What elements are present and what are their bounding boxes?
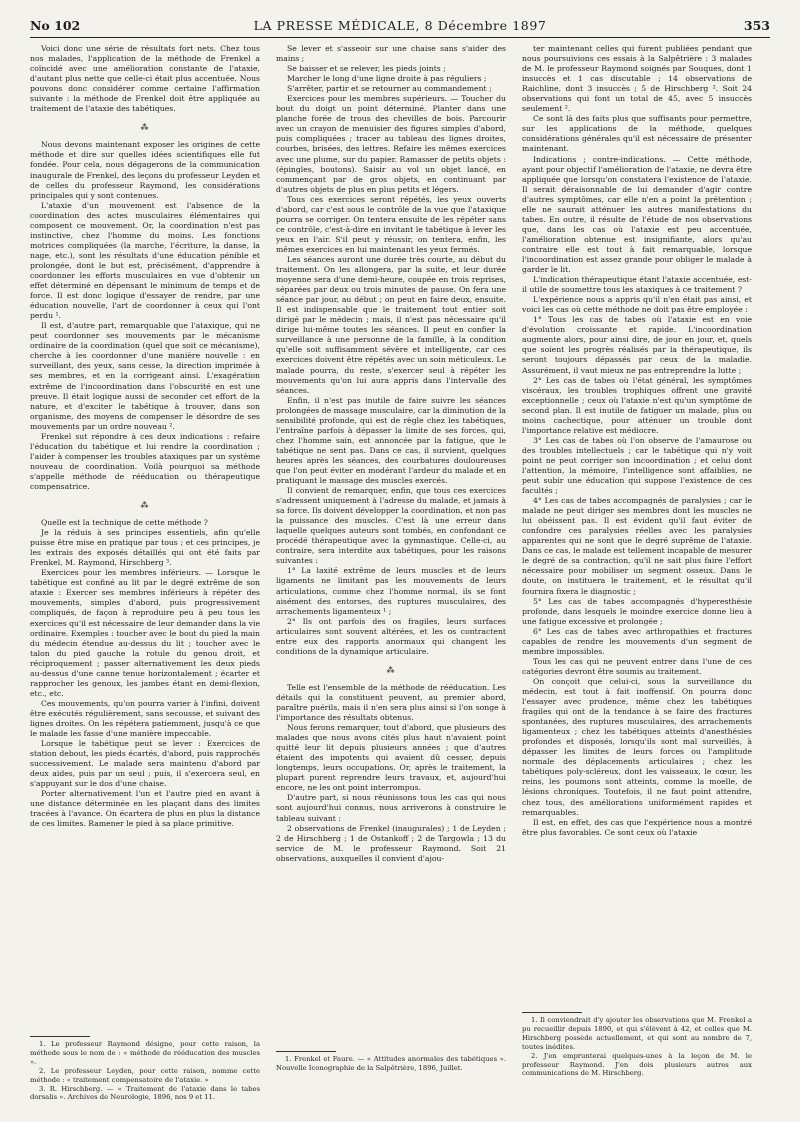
paragraph: Il convient de remarquer, enfin, que tous ces exercices s'adressent uniquement à l'adresse du malade, et jamais à sa force. Ils doivent développer la coordination, et non pas la puissance des muscles. C'est là une erreur dans laquelle quelques auteurs sont tombés, en confondant ce procédé thérapeutique avec la gymnastique. Celle-ci, au contraire, sera interdite aux tabétiques, pour les raisons suivantes : — [276, 486, 506, 566]
footnote-rule — [522, 1012, 582, 1013]
paragraph: Ces mouvements, qu'on pourra varier à l'infini, doivent être exécutés régulièrement, sans secousse, et suivant des lignes droites. On les répétera patiemment, jusqu'à ce que le malade les fasse d'une manière impeccable. — [30, 698, 260, 739]
column-2 — [276, 44, 506, 864]
footnote: 1. Il conviendrait d'y ajouter les observations que M. Frenkel a pu recueillir depuis 1890, et qui s'élèvent à 42, et celles que M. Hirschberg possède actuellement, et qui sont au nombre de 7, toutes inédites. — [522, 1016, 752, 1051]
paragraph: Nous ferons remarquer, tout d'abord, que plusieurs des malades que nous avons cités plus haut n'avaient point quitté leur lit depuis plusieurs années ; que d'autres étaient des impotents qui avaient dû cesser, depuis longtemps, leurs occupations. Or, après le traitement, la plupart purent reprendre leurs travaux, et, aujourd'hui encore, ne les ont point interrompus. — [276, 723, 506, 793]
paragraph: 1° Tous les cas de tabes où l'ataxie est en voie d'évolution croissante et rapide. L'incoordination augmente alors, pour ainsi dire, de jour en jour, et, quels que soient les progrès réalisés par la thérapeutique, ils seront toujours dépassés par ceux de la maladie. Assurément, il vaut mieux ne pas entreprendre la lutte ; — [522, 315, 752, 375]
paragraph: Tous ces exercices seront répétés, les yeux ouverts d'abord, car c'est sous le contrôle de la vue que l'ataxique pourra se corriger. On tentera ensuite de les répéter sans ce contrôle, c'est-à-dire en invitant le tabétique à lever les yeux en l'air. S'il peut y réussir, on tentera, enfin, les mêmes exercices en lui maintenant les yeux fermés. — [276, 194, 506, 254]
paragraph: Il est, en effet, des cas que l'expérience nous a montré être plus favorables. Ce sont ceux où l'ataxie — [522, 817, 752, 837]
paragraph: Il est, d'autre part, remarquable que l'ataxique, qui ne peut coordonner ses mouvements par le mécanisme ordinaire de la coordination (quel que soit ce mécanisme), cherche à les coordonner d'une manière nouvelle : en surveillant, des yeux, sans cesse, la direction imprimée à ses membres, et en la corrigeant ainsi. L'exagération extrême de l'incoordination dans l'obscurité en est une preuve. Il était logique aussi de seconder cet effort de la nature, et d'exciter le tabétique à trouver, dans son organisme, des moyens de compenser le désordre de ses mouvements par un ordre nouveau ². — [30, 321, 260, 431]
paragraph: Nous devons maintenant exposer les origines de cette méthode et dire sur quelles idées scientifiques elle fut fondée. Pour cela, nous dégagerons de la communication inaugurale de Frenkel, des leçons du professeur Leyden et de celles du professeur Raymond, les considérations principales qui y sont contenues. — [30, 140, 260, 200]
footnote: 1. Le professeur Raymond désigne, pour cette raison, la méthode sous le nom de : « méthode de rééducation des muscles ». — [30, 1040, 260, 1066]
paragraph: 6° Les cas de tabes avec arthropathies et fractures capables de rendre les mouvements d'un segment de membre impossibles. — [522, 626, 752, 656]
paragraph: 2 observations de Frenkel (inaugurales) ; 1 de Leyden ; 2 de Hirschberg ; 1 de Ostankoff ; 2 de Targowla ; 13 du service de M. le professeur Raymond. Soit 21 observations, auxquelles il convient d'ajou- — [276, 823, 506, 863]
paragraph: Indications ; contre-indications. — Cette méthode, ayant pour objectif l'amélioration de l'ataxie, ne devra être appliquée que lorsqu'on constatera l'existence de l'ataxie. Il serait déraisonnable de lui demander d'agir contre d'autres symptômes, car elle n'en a point la prétention ; elle ne saurait atténuer les autres manifestations du tabes. En outre, il résulte de l'étude de nos observations que, dans les cas où l'ataxie est peu accentuée, l'amélioration obtenue est insignifiante, alors qu'au contraire elle est tout à fait remarquable, lorsque l'incoordination est assez grande pour obliger le malade à garder le lit. — [522, 154, 752, 275]
footnotes-2 — [276, 1055, 506, 1073]
paragraph: 5° Les cas de tabes accompagnés d'hyperesthésie profonde, dans lesquels le moindre exercice donne lieu à une fatigue excessive et prolongée ; — [522, 596, 752, 626]
column-1 — [30, 44, 260, 830]
paragraph: 2° Ils ont parfois des os fragiles, leurs surfaces articulaires sont souvent altérées, et les os contractent entre eux des rapports anormaux qui changent les conditions de la dynamique articulaire. — [276, 616, 506, 656]
paragraph: On conçoit que celui-ci, sous la surveillance du médecin, est tout à fait inoffensif. On pourra donc l'essayer avec prudence, même chez les tabétiques fragiles qui ont de la tendance à se faire des fractures spontanées, des ruptures musculaires, des arrachements ligamenteux ; chez les tabétiques atteints d'anesthésies profondes et disposés, lorsqu'ils sont mal surveillés, à dépasser les limites de leurs forces ou l'amplitude normale des déplacements articulaires ; chez les tabétiques poly-scléreux, dont les vaisseaux, le cœur, les reins, les poumons sont atteints, comme la moelle, de lésions chroniques. Toutefois, il ne faut point attendre, chez tous, des améliorations uniformément rapides et remarquables. — [522, 676, 752, 817]
paragraph: Les séances auront une durée très courte, au début du traitement. On les allongera, par la suite, et leur durée moyenne sera d'une demi-heure, coupée en trois reprises, séparées par deux ou trois minutes de pause. On fera une séance par jour, au début ; on peut en faire deux, ensuite. Il est indispensable que le traitement tout entier soit dirigé par le médecin ; mais, il n'est pas nécessaire qu'il dirige lui-même toutes les séances. Il peut en confier la surveillance à une personne de la famille, à la condition qu'elle soit suffisamment sévère et intelligente, car ces exercices doivent être répétés avec un soin méticuleux. Le malade pourra, du reste, s'exercer seul à répéter les mouvements qu'on lui aura appris dans l'intervalle des séances. — [276, 254, 506, 395]
footnote: 2. J'en emprunterai quelques-unes à la leçon de M. le professeur Raymond. J'en dois plusieurs autres aux communications de M. Hirschberg. — [522, 1051, 752, 1078]
paragraph: Tous les cas qui ne peuvent entrer dans l'une de ces catégories devront être soumis au traitement. — [522, 656, 752, 676]
footnotes-1 — [30, 1040, 260, 1102]
paragraph: 1° La laxité extrême de leurs muscles et de leurs ligaments ne limitant pas les mouvements de leurs articulations, comme chez l'homme normal, ils se font aisément des entorses, des ruptures musculaires, des arrachements ligamenteux ¹ ; — [276, 566, 506, 616]
footnote: 2. Le professeur Leyden, pour cette raison, nomme cette méthode : « traitement compensatoire de l'ataxie. » — [30, 1066, 260, 1084]
section-separator: ⁂ — [140, 501, 150, 511]
paragraph: Se baisser et se relever, les pieds joints ; — [287, 64, 446, 74]
page-header — [30, 18, 770, 38]
paragraph: Voici donc une série de résultats fort nets. Chez tous nos malades, l'application de la méthode de Frenkel a coïncidé avec une amélioration constante de l'ataxie, d'autant plus nette que celle-ci était plus accentuée. Nous pouvons donc considérer comme certaine l'affirmation suivante : la méthode de Frenkel doit être appliquée au traitement de l'ataxie des tabétiques. — [30, 44, 260, 114]
paragraph: 4° Les cas de tabes accompagnés de paralysies ; car le malade ne peut diriger ses membres dont les muscles ne lui obéissent pas. Il est évident qu'il faut éviter de confondre ces paralysies réelles avec les paralysies apparentes qui ne sont que le degré suprême de l'ataxie. Dans ce cas, le malade est tellement incapable de mesurer le degré de sa contraction, qu'il ne sait plus faire l'effort nécessaire pour mobiliser un segment osseux. Dans le doute, on instituera le traitement, et le résultat qu'il fournira fixera le diagnostic ; — [522, 496, 752, 596]
paragraph: Exercices pour les membres inférieurs. — Lorsque le tabétique est confiné au lit par le degré extrême de son ataxie : Exercer ses membres inférieurs à répéter des mouvements, simples d'abord, puis progressivement compliqués, de façon à reproduire peu à peu tous les exercices qu'il est nécessaire de leur demander dans la vie ordinaire. Exemples : toucher avec le bout du pied la main du médecin étendue au-dessus du lit ; toucher avec le talon du pied gauche la rotule du genou droit, et réciproquement ; passer alternativement les deux pieds au-dessus d'une canne tenue horizontalement ; écarter et rapprocher les genoux, les jambes étant en demi-flexion, etc., etc. — [30, 568, 261, 698]
paragraph: Enfin, il n'est pas inutile de faire suivre les séances prolongées de massage musculaire, car la diminution de la sensibilité profonde, qui est de règle chez les tabétiques, l'entraîne parfois à dépasser la limite de ses forces, qui, chez l'homme sain, est annoncée par la fatigue, que le tabétique ne sent pas. Dans ce cas, il survient, quelques heures après les séances, des courbatures douloureuses que l'on peut éviter en modérant l'ardeur du malade et en pratiquant le massage des muscles exercés. — [276, 395, 506, 486]
journal-title: LA PRESSE MÉDICALE, 8 Décembre 1897 — [253, 18, 547, 33]
paragraph: L'ataxie d'un mouvement est l'absence de la coordination des actes musculaires élémentaires qui composent ce mouvement. Or, la coordination n'est pas instinctive, chez l'homme du moins. Les fonctions motrices compliquées (la marche, l'écriture, la danse, la nage, etc.), sont les résultats d'une éducation pénible et prolongée, dont le but est, précisément, d'apprendre à coordonner les efforts musculaires en vue d'obtenir un effet déterminé en dépensant le minimum de temps et de force. Il est donc logique d'essayer de rendre, par une éducation nouvelle, l'art de coordonner à ceux qui l'ont perdu ¹. — [30, 200, 260, 321]
paragraph: Marcher le long d'une ligne droite à pas réguliers ; — [287, 74, 487, 84]
paragraph: L'expérience nous a appris qu'il n'en était pas ainsi, et voici les cas où cette méthode ne doit pas être employée : — [522, 295, 752, 315]
paragraph: Je la réduis à ses principes essentiels, afin qu'elle puisse être mise en pratique par tous ; et ces principes, je les extrais des exposés détaillés qui ont été faits par Frenkel, M. Raymond, Hirschberg ³. — [30, 528, 260, 568]
footnote: 1. Frenkel et Faure. — « Attitudes anormales des tabétiques ». Nouvelle Iconographie de la Salpêtrière, 1896, Juillet. — [276, 1055, 506, 1072]
paragraph: Porter alternativement l'un et l'autre pied en avant à une distance déterminée en les plaçant dans des limites tracées à l'avance. On écartera de plus en plus la distance de ces limites. Ramener le pied à sa place primitive. — [30, 789, 260, 829]
section-separator: ⁂ — [140, 123, 150, 133]
footnote-rule — [30, 1036, 90, 1037]
footnote: 3. R. Hirschberg. — « Traitement de l'ataxie dans le tabes dorsalis ». Archives de Neurologie, 1896, nos 9 et 11. — [30, 1084, 260, 1102]
section-separator: ⁂ — [386, 665, 396, 675]
paragraph: 2° Les cas de tabes où l'état général, les symptômes viscéraux, les troubles trophiques offrent une gravité exceptionnelle ; ceux où l'ataxie n'est qu'un symptôme de second plan. Il est inutile de fatiguer un malade, plus ou moins cachectique, pour atténuer un trouble dont l'importance relative est médiocre. — [522, 375, 752, 435]
paragraph: Telle est l'ensemble de la méthode de rééducation. Les détails qui la constituent peuvent, au premier abord, paraître puérils, mais il n'en sera plus ainsi si l'on songe à l'importance des résultats obtenus. — [276, 682, 506, 723]
paragraph: Ce sont là des faits plus que suffisants pour permettre, sur les applications de la méthode, quelques considérations générales qu'il est nécessaire de présenter maintenant. — [522, 114, 752, 154]
column-3 — [522, 44, 752, 838]
page-number: 353 — [743, 18, 770, 33]
issue-number: No 102 — [30, 18, 81, 33]
paragraph: ter maintenant celles qui furent publiées pendant que nous poursuivions ces essais à la Salpêtrière : 3 malades de M. le professeur Raymond soignés par Souques, dont 1 insuccès et 1 cas discutable ; 14 observations de Raichline, dont 3 insuccès ; 5 de Hirschberg ². Soit 24 observations qui font un total de 45, avec 5 insuccès seulement ². — [522, 44, 752, 114]
paragraph: Lorsque le tabétique peut se lever : Exercices de station debout, les pieds écartés, d'abord, puis rapprochés successivement. Le malade sera maintenu d'abord par deux aides, puis par un seul ; puis, il s'exercera seul, en s'appuyant sur le dos d'une chaise. — [30, 739, 260, 789]
paragraph: Se lever et s'asseoir sur une chaise sans s'aider des mains ; — [276, 44, 506, 64]
paragraph: D'autre part, si nous réunissons tous les cas qui nous sont aujourd'hui connus, nous arriverons à construire le tableau suivant : — [276, 793, 506, 823]
footnotes-3 — [522, 1016, 752, 1078]
paragraph: Frenkel sut répondre à ces deux indications : refaire l'éducation du tabétique et lui rendre la coordination ; l'aider à compenser les troubles ataxiques par un système nouveau de coordination. Voilà pourquoi sa méthode s'appelle méthode de rééducation ou thérapeutique compensatrice. — [30, 431, 260, 491]
paragraph: S'arrêter, partir et se retourner au commandement ; — [287, 84, 492, 94]
paragraph: L'indication thérapeutique étant l'ataxie accentuée, est-il utile de soumettre tous les ataxiques à ce traitement ? — [522, 275, 752, 295]
paragraph: 3° Les cas de tabes où l'on observe de l'amaurose ou des troubles intellectuels ; car le tabétique qui n'y voit point ne peut corriger son incoordination ; et celui dont l'attention, la mémoire, l'intelligence sont affaiblies, ne peut subir une éducation qui suppose l'existence de ces facultés ; — [522, 435, 752, 496]
paragraph: Exercices pour les membres supérieurs. — Toucher du bout du doigt un point déterminé. Planter dans une planche forée de trous des chevilles de bois. Parcourir avec un crayon de menuisier des figures simples d'abord, puis compliquées ; tracer au tableau des lignes droites, courbes, brisées, des lettres. Refaire les mêmes exercices avec une plume, sur du papier. Ramasser de petits objets : (épingles, boutons). Saisir au vol un objet lancé, en commençant par de gros objets, en continuant par d'autres objets de plus en plus petits et légers. — [276, 94, 506, 194]
paragraph: Quelle est la technique de cette méthode ? — [41, 518, 208, 528]
footnote-rule — [276, 1051, 336, 1052]
header-rule — [30, 37, 770, 38]
